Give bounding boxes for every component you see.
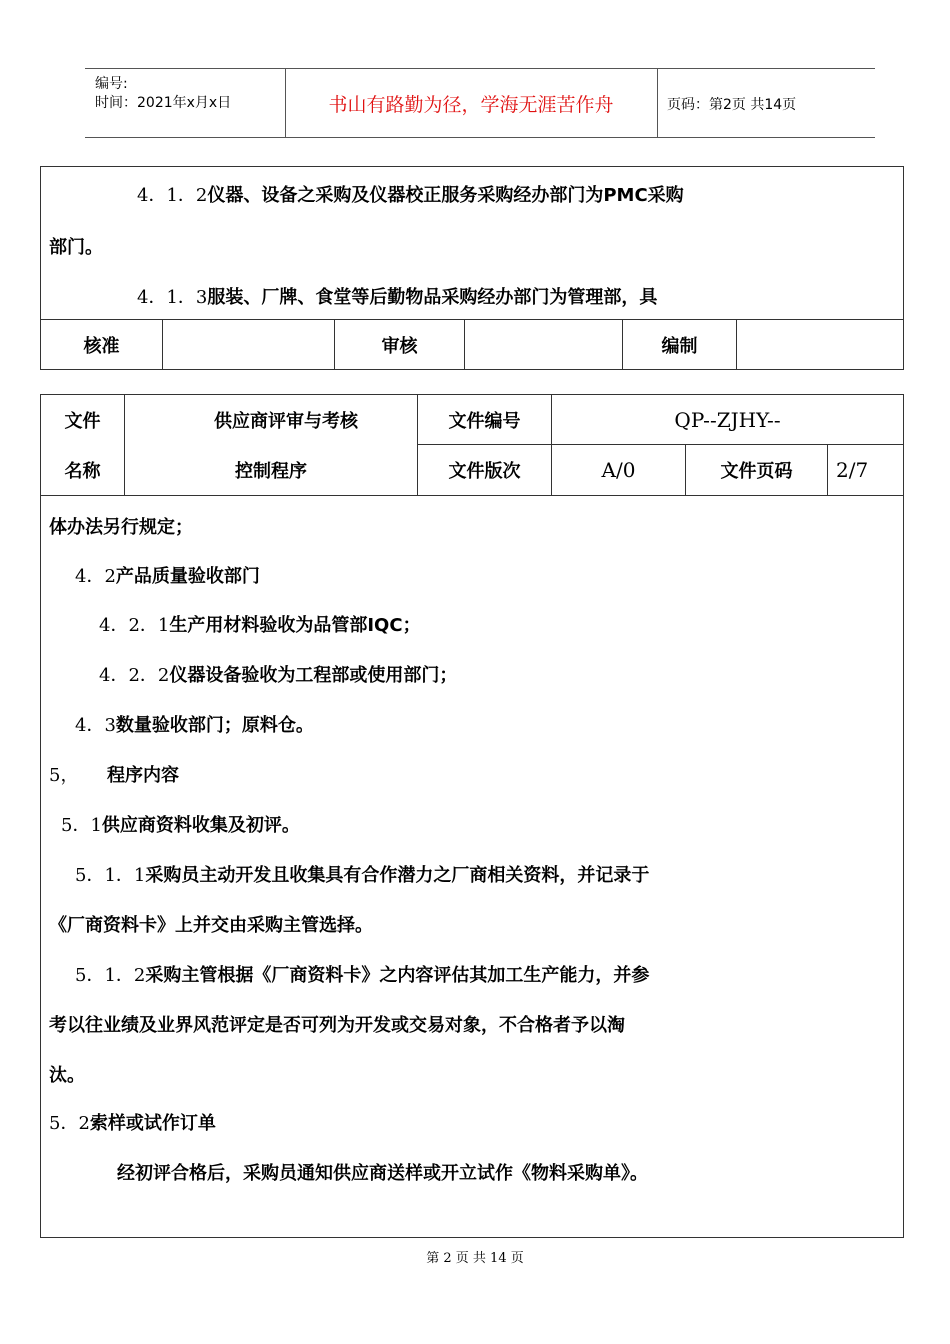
body-line: 经初评合格后，采购员通知供应商送样或开立试作《物料采购单》。	[117, 1163, 648, 1184]
content-block-1	[40, 166, 904, 370]
body-line: 5．2索样或试作订单	[49, 1113, 216, 1134]
doc-number-value: QP--ZJHY--	[552, 395, 903, 445]
doc-page-label: 文件页码	[686, 445, 828, 495]
prepare-label: 编制	[623, 320, 737, 370]
file-name-label-2: 名称	[41, 445, 125, 495]
time-label: 时间：2021年x月x日	[95, 95, 232, 111]
body-line: 4．2．1生产用材料验收为品管部IQC；	[99, 615, 421, 636]
content-block-2	[40, 394, 904, 1238]
body-line: 4．2产品质量验收部门	[75, 566, 260, 587]
body-line: 考以往业绩及业界风范评定是否可列为开发或交易对象，不合格者予以淘	[49, 1015, 625, 1036]
header-meta	[85, 69, 286, 137]
body-line: 5．1．1采购员主动开发且收集具有合作潜力之厂商相关资料，并记录于	[75, 865, 650, 886]
body-line: 体办法另行规定；	[49, 517, 193, 538]
review-field	[465, 320, 623, 370]
doc-page-value: 2/7	[836, 458, 869, 482]
page-header	[85, 68, 875, 138]
body-line: 5．1供应商资料收集及初评。	[61, 815, 300, 836]
header-page-label: 页码：第2页 共14页	[667, 97, 797, 113]
review-label: 审核	[335, 320, 465, 370]
doc-version-value: A/0	[552, 445, 686, 495]
header-slogan: 书山有路勤为径，学海无涯苦作舟	[285, 69, 658, 137]
approve-label: 核准	[41, 320, 163, 370]
file-title-line-1: 供应商评审与考核	[125, 395, 418, 445]
body-line: 5．1．2采购主管根据《厂商资料卡》之内容评估其加工生产能力，并参	[75, 965, 650, 986]
clause-text: 仪器、设备之采购及仪器校正服务采购经办部门为PMC采购	[207, 185, 684, 206]
page-footer: 第 2 页 共 14 页	[426, 1251, 524, 1266]
document-info-table	[41, 395, 903, 496]
clause-4-1-2-cont: 部门。	[49, 237, 103, 258]
body-line: 4．3数量验收部门；原料仓。	[75, 715, 314, 736]
doc-number-label: 文件编号	[418, 395, 552, 445]
prepare-field	[737, 320, 903, 370]
doc-version-label: 文件版次	[418, 445, 552, 495]
clause-number: 4．1．3	[137, 287, 208, 308]
body-line: 4．2．2仪器设备验收为工程部或使用部门；	[99, 665, 458, 686]
approve-field	[163, 320, 335, 370]
file-name-label-1: 文件	[41, 395, 125, 445]
clause-4-1-3	[137, 283, 657, 309]
body-line: 汰。	[49, 1065, 85, 1086]
file-title-line-2: 控制程序	[125, 445, 418, 495]
signature-row	[41, 319, 903, 370]
clause-number: 4．1．2	[137, 185, 208, 206]
number-label: 编号:	[95, 76, 128, 92]
clause-4-1-2	[137, 181, 684, 207]
body-line: 《厂商资料卡》上并交由采购主管选择。	[49, 915, 373, 936]
body-line: 5， 程序内容	[49, 765, 179, 786]
clause-text: 服装、厂牌、食堂等后勤物品采购经办部门为管理部，具	[207, 287, 658, 308]
